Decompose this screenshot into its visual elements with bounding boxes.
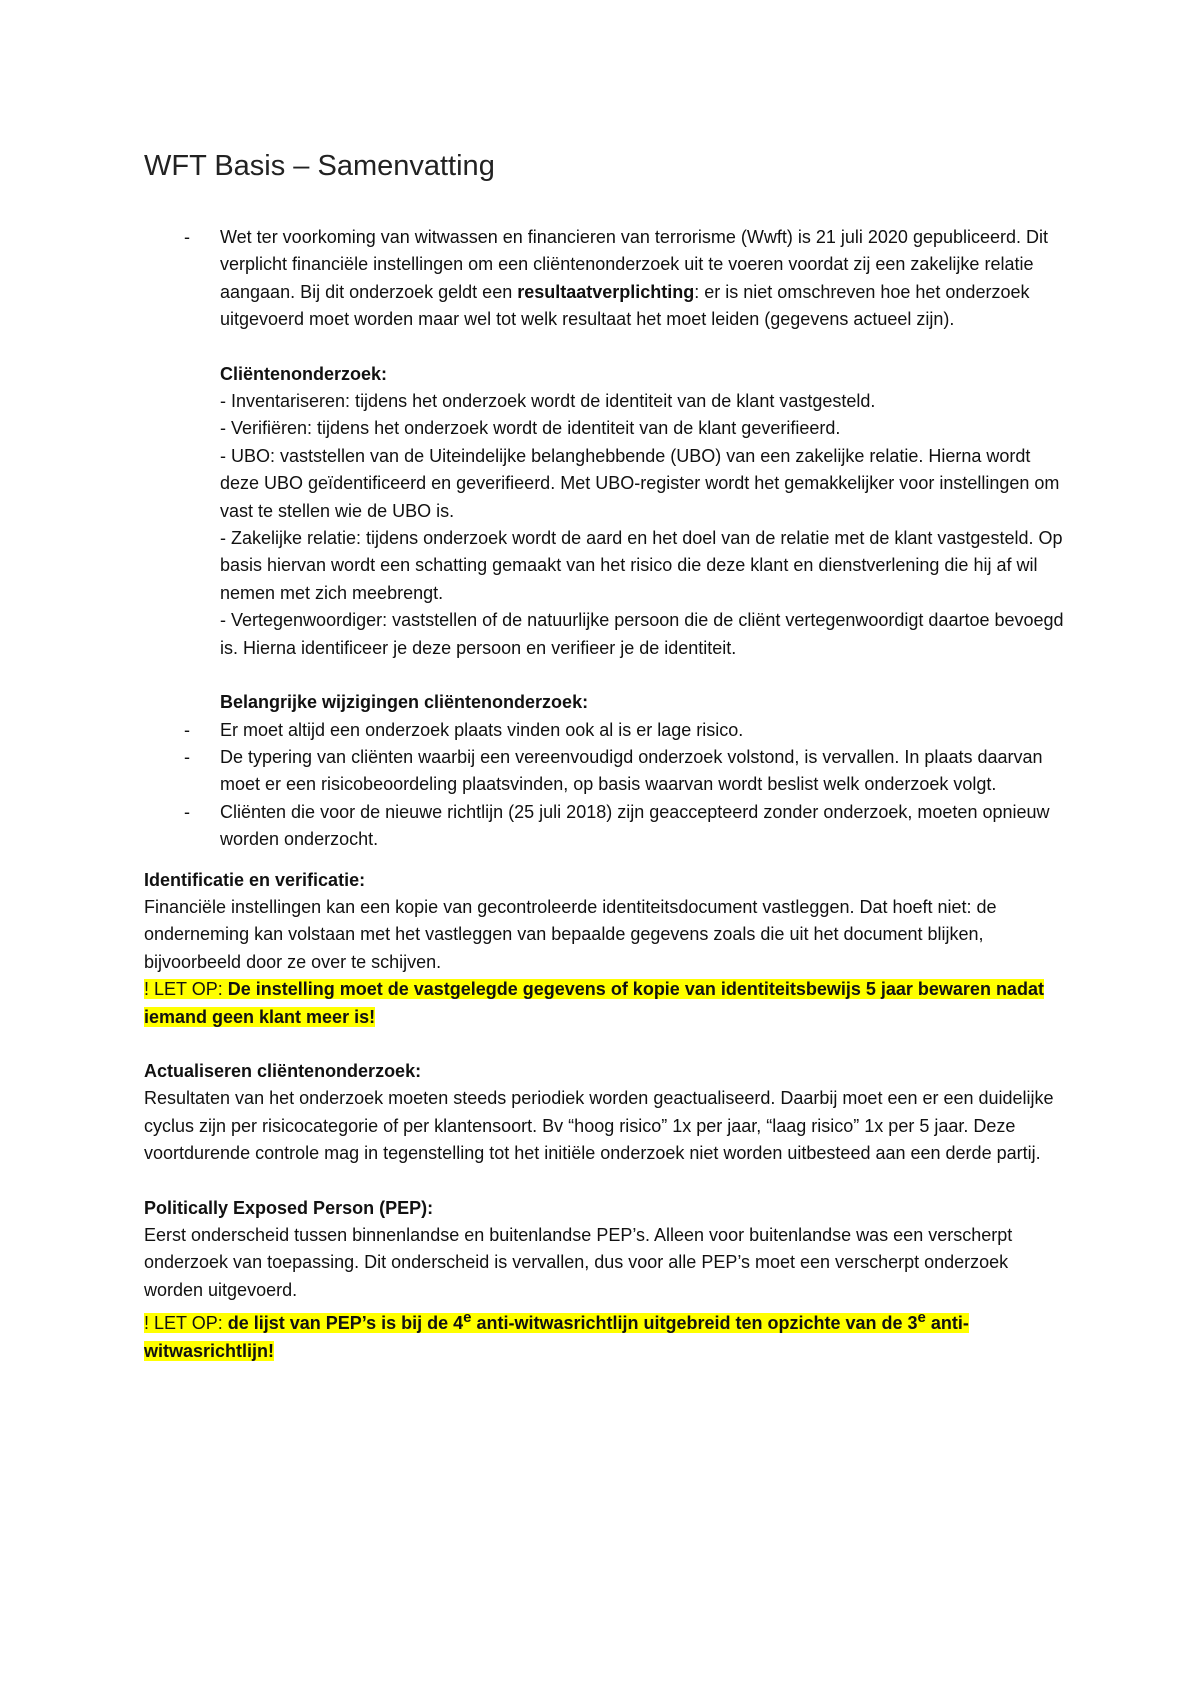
warning-text: De instelling moet de vastgelegde gegevens of kopie van identiteitsbewijs 5 jaar bewaren nadat iemand geen klant meer is! xyxy=(144,979,1044,1027)
pep-section xyxy=(144,1195,1064,1365)
intro-paragraph xyxy=(144,224,1064,334)
list-item: - Inventariseren: tijdens het onderzoek wordt de identiteit van de klant vastgesteld. xyxy=(220,391,876,412)
warning-note xyxy=(144,1304,1064,1365)
list-item-text: Cliënten die voor de nieuwe richtlijn (25 juli 2018) zijn geaccepteerd zonder onderzoek, moeten opnieuw worden onderzocht. xyxy=(220,801,1050,850)
document-content xyxy=(144,148,1064,1365)
section-heading: Actualiseren cliëntenonderzoek: xyxy=(144,1060,422,1081)
warning-prefix: ! LET OP: xyxy=(144,1313,228,1334)
list-item xyxy=(144,744,1064,799)
warning-text: de lijst van PEP’s is bij de 4 xyxy=(227,1313,464,1334)
section-body: Resultaten van het onderzoek moeten steeds periodiek worden geactualiseerd. Daarbij moet een er een duidelijke cyclus zijn per risicocategorie of per klantensoort. Bv “hoog risico” 1x per jaar, “laag risico” 1x per 5 jaar. Deze voortdurende controle mag in tegenstelling tot het initiële onderzoek niet worden uitbesteed aan een derde partij. xyxy=(144,1088,1054,1164)
document-title: WFT Basis – Samenvatting xyxy=(144,150,495,182)
list-item: - Verifiëren: tijdens het onderzoek wordt de identiteit van de klant geverifieerd. xyxy=(220,418,841,439)
bullet-dash: - xyxy=(184,719,190,740)
section-body: Financiële instellingen kan een kopie van gecontroleerde identiteitsdocument vastleggen. Dat hoeft niet: de onderneming kan volstaan met het vastleggen van bepaalde gegevens zoals die uit het document blijken, bijvoorbeeld door ze over te schijven. xyxy=(144,896,997,972)
warning-prefix: ! LET OP: xyxy=(144,979,228,1000)
intro-bold-term: resultaatverplichting xyxy=(517,281,695,302)
list-item xyxy=(144,717,1064,744)
warning-text: anti-witwasrichtlijn! xyxy=(144,1313,969,1361)
list-item: - Vertegenwoordiger: vaststellen of de natuurlijke persoon die de cliënt vertegenwoordigt daartoe bevoegd is. Hierna identificeer je deze persoon en verifieer je de identiteit. xyxy=(220,610,1064,658)
section-heading: Belangrijke wijzigingen cliëntenonderzoek: xyxy=(220,692,589,713)
warning-text: anti-witwasrichtlijn uitgebreid ten opzichte van de 3 xyxy=(471,1313,918,1334)
intro-text-b: : er is niet omschreven hoe het onderzoek uitgevoerd moet worden maar wel tot welk resultaat het moet leiden (gegevens actueel zijn). xyxy=(220,281,1030,330)
intro-text-a: Wet ter voorkoming van witwassen en financieren van terrorisme (Wwft) is 21 juli 2020 gepubliceerd. Dit verplicht financiële instellingen om een cliëntenonderzoek uit te voeren voordat zij een zakelijke relatie aangaan. Bij dit onderzoek geldt een xyxy=(220,227,1049,302)
section-heading: Cliëntenonderzoek: xyxy=(220,363,388,384)
superscript: e xyxy=(917,1309,926,1327)
warning-note xyxy=(144,976,1064,1031)
identificatie-section xyxy=(144,867,1064,1031)
actualiseren-section xyxy=(144,1058,1064,1168)
wijzigingen-section xyxy=(144,689,1064,853)
bullet-dash: - xyxy=(184,801,190,822)
bullet-dash: - xyxy=(184,227,190,247)
list-item: - UBO: vaststellen van de Uiteindelijke belanghebbende (UBO) van een zakelijke relatie. Hierna wordt deze UBO geïdentificeerd en geverifieerd. Met UBO-register wordt het gemakkelijker voor instellingen om vast te stellen wie de UBO is. xyxy=(220,445,1060,521)
list-item-text: Er moet altijd een onderzoek plaats vinden ook al is er lage risico. xyxy=(220,719,744,740)
section-body: Eerst onderscheid tussen binnenlandse en buitenlandse PEP’s. Alleen voor buitenlandse was een verscherpt onderzoek van toepassing. Dit onderscheid is vervallen, dus voor alle PEP’s moet een verscherpt onderzoek worden uitgevoerd. xyxy=(144,1225,1013,1300)
section-heading: Politically Exposed Person (PEP): xyxy=(144,1197,434,1218)
superscript: e xyxy=(463,1309,472,1327)
list-item xyxy=(144,799,1064,854)
bullet-dash: - xyxy=(184,746,190,767)
list-item-text: De typering van cliënten waarbij een vereenvoudigd onderzoek volstond, is vervallen. In plaats daarvan moet er een risicobeoordeling plaatsvinden, op basis waarvan wordt beslist welk onderzoek volgt. xyxy=(220,746,1043,795)
clientenonderzoek-section xyxy=(144,361,1064,662)
section-heading: Identificatie en verificatie: xyxy=(144,869,366,890)
list-item: - Zakelijke relatie: tijdens onderzoek wordt de aard en het doel van de relatie met de klant vastgesteld. Op basis hiervan wordt een schatting gemaakt van het risico die deze klant en dienstverlening die hij af wil nemen met zich meebrengt. xyxy=(220,528,1063,603)
